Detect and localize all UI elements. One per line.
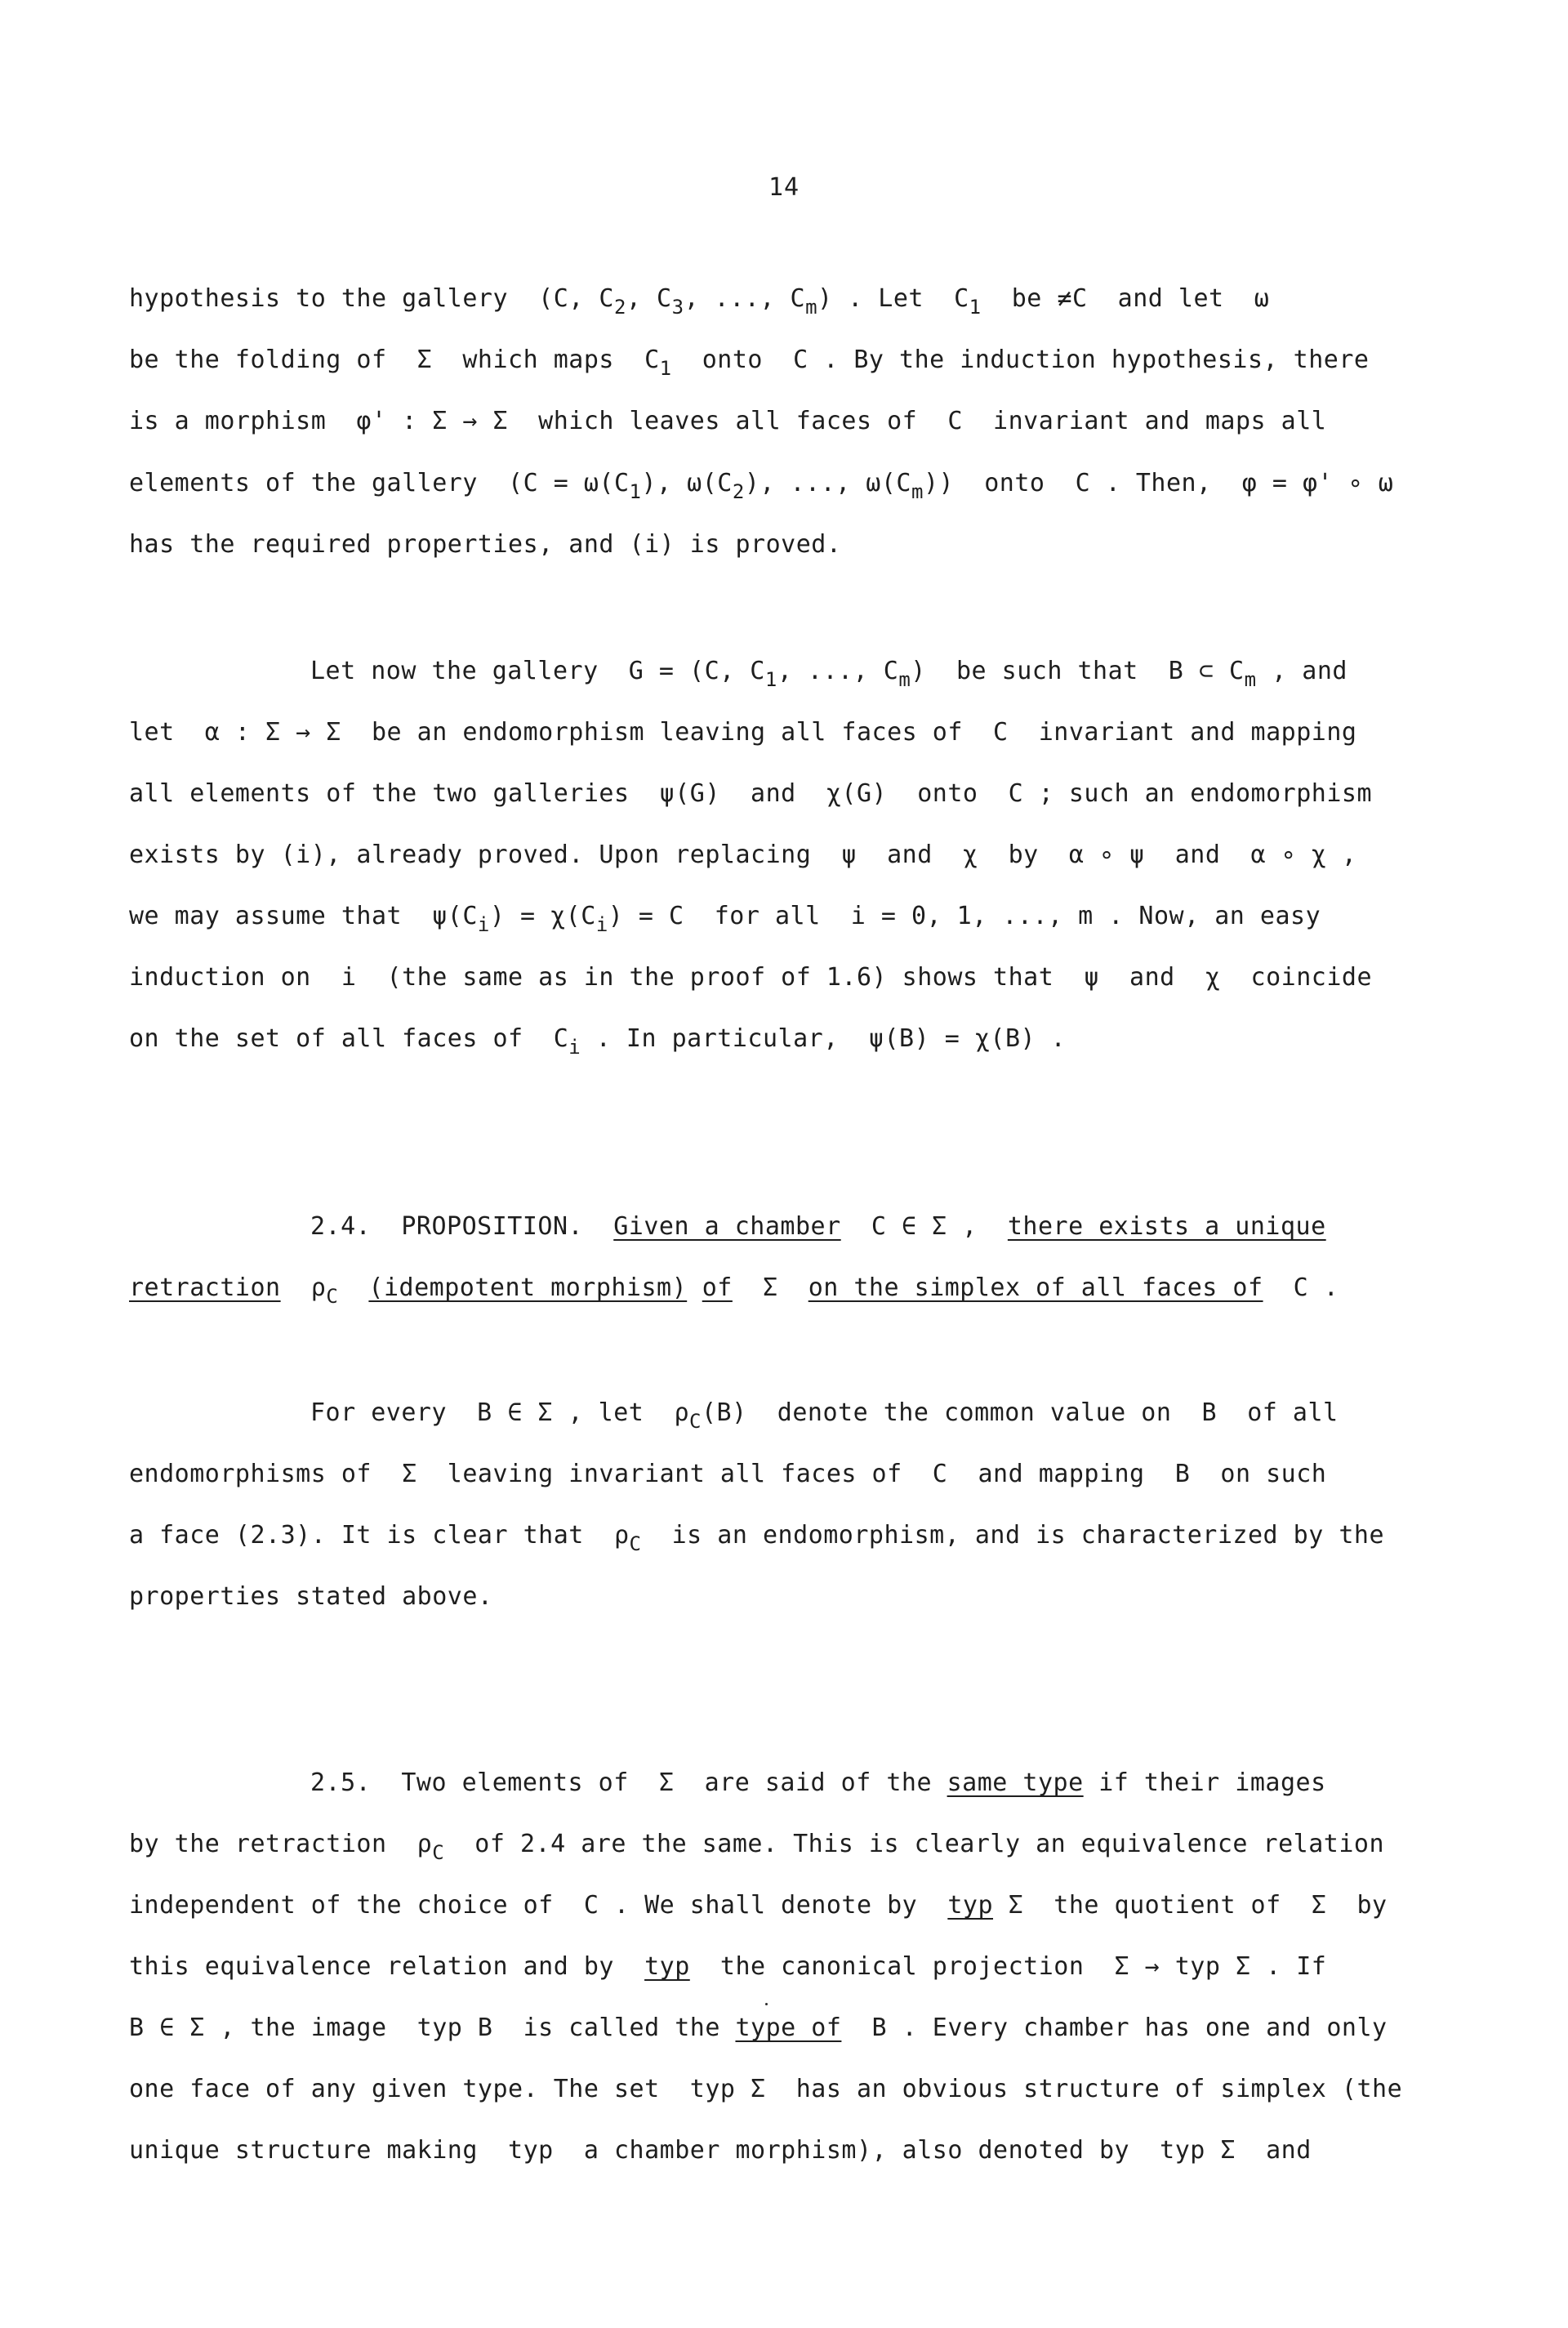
paragraph-1-line-1: hypothesis to the gallery (C, $C_2$, $C_3$, ..., $C_m$) . Let $C_1$ be ≠C and let ω [129,284,1270,319]
proposition-label: PROPOSITION. [401,1212,584,1241]
section-2-5-line-3: independent of the choice of C . We shall denote by typ Σ the quotient of Σ by [129,1891,1388,1920]
paragraph-2-line-6: induction on i (the same as in the proof of 1.6) shows that ψ and χ coincide [129,963,1373,992]
paragraph-1-line-2: be the folding of Σ which maps $C_1$ onto C . By the induction hypothesis, there [129,346,1370,380]
section-2-5-line-7: unique structure making typ a chamber morphism), also denoted by typ Σ and [129,2136,1312,2165]
section-2-5-line-5: B ∈ Σ , the image typ B is called the type of B . Every chamber has one and only [129,2014,1388,2042]
section-2-5-line-4: this equivalence relation and by typ the canonical projection Σ → typ Σ . If [129,1952,1327,1981]
page-number: 14 [768,173,800,202]
proposition-2-4-line-1: 2.4. PROPOSITION. Given a chamber C ∈ Σ , there exists a unique [310,1212,1326,1241]
proposition-number: 2.4. [310,1212,372,1241]
paragraph-2-line-5: we may assume that $\psi(C_i) = \chi(C_i) = C$ for all i = 0, 1, ..., m . Now, an easy [129,902,1321,936]
paragraph-2-line-7: on the set of all faces of $C_i$ . In particular, ψ(B) = χ(B) . [129,1024,1067,1059]
not-equal-symbol: ≠ [1057,284,1072,313]
proof-2-4-line-1: For every B ∈ Σ , let $\rho_C(B)$ denote the common value on B of all [310,1398,1339,1433]
paragraph-1-line-3: is a morphism φ' : Σ → Σ which leaves all faces of C invariant and maps all [129,407,1327,435]
paragraph-2-line-4: exists by (i), already proved. Upon replacing ψ and χ by α ∘ ψ and α ∘ χ , [129,841,1357,869]
stray-dot-mark [765,2003,768,2005]
proof-2-4-line-2: endomorphisms of Σ leaving invariant all faces of C and mapping B on such [129,1460,1327,1488]
section-2-5-line-6: one face of any given type. The set typ Σ has an obvious structure of simplex (the [129,2075,1403,2103]
proof-2-4-line-3: a face (2.3). It is clear that $\rho_C$ is an endomorphism, and is characterized by the [129,1521,1384,1555]
paragraph-1-line-5: has the required properties, and (i) is proved. [129,530,842,559]
paragraph-2-line-1: Let now the gallery G = (C, $C_1$, ..., $C_m$) be such that B ⊂ $C_m$ , and [310,657,1348,691]
paragraph-2-line-3: all elements of the two galleries ψ(G) and χ(G) onto C ; such an endomorphism [129,779,1373,808]
paragraph-2-line-2: let α : Σ → Σ be an endomorphism leaving all faces of C invariant and mapping [129,718,1357,747]
section-2-5-line-1: 2.5. Two elements of Σ are said of the same type if their images [310,1768,1326,1797]
proposition-2-4-line-2: retraction $\rho_C$ (idempotent morphism) of Σ on the simplex of all faces of C . [129,1273,1339,1308]
paragraph-1-line-4: elements of the gallery ($C = \omega(C_1)$, $\omega(C_2)$, ..., $\omega(C_m)$) onto C . Then, φ = φ' ∘ ω [129,469,1394,503]
section-2-5-line-2: by the retraction $\rho_C$ of 2.4 are the same. This is clearly an equivalence relation [129,1830,1385,1864]
proof-2-4-line-4: properties stated above. [129,1582,493,1611]
